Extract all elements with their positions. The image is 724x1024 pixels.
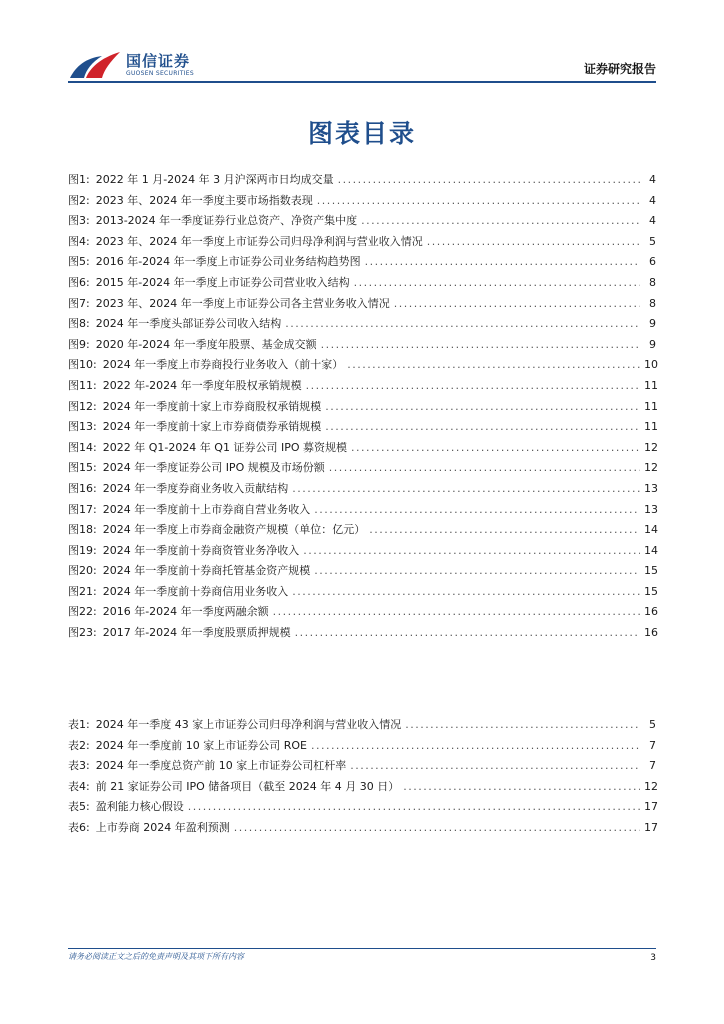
figure-entry-title: 2022 年-2024 年一季度年股权承销规模: [102, 378, 302, 392]
figure-entry-page: 8: [649, 296, 656, 310]
figure-entry-leader-dots: [361, 211, 640, 232]
figure-entry-title: 2017 年-2024 年一季度股票质押规模: [102, 626, 291, 640]
page-number: 3: [650, 953, 656, 963]
table-entry-page: 17: [644, 820, 658, 834]
table-entry-title: 2024 年一季度前 10 家上市证券公司 ROE: [95, 738, 307, 752]
figure-entry-label: 图9:: [68, 337, 90, 351]
table-entry-page: 12: [644, 779, 658, 793]
figure-entry-title: 2024 年一季度前十家上市券商股权承销规模: [102, 399, 322, 413]
figure-entry-leader-dots: [325, 397, 640, 418]
figure-entry-label: 图22:: [68, 605, 97, 619]
figure-entry-label: 图23:: [68, 626, 97, 640]
figure-entry-leader-dots: [347, 355, 640, 376]
figure-entry[interactable]: [68, 376, 656, 397]
table-entry[interactable]: [68, 818, 656, 839]
figure-entry-title: 2024 年一季度券商业务收入贡献结构: [102, 481, 289, 495]
figure-entry[interactable]: [68, 623, 656, 644]
figure-entry-leader-dots: [314, 561, 640, 582]
table-entry[interactable]: [68, 777, 656, 798]
figure-entry-label: 图3:: [68, 214, 90, 228]
table-entry-leader-dots: [350, 756, 640, 777]
figure-entry-label: 图20:: [68, 564, 97, 578]
figure-entry-title: 2024 年一季度前十券商信用业务收入: [102, 584, 289, 598]
figure-entry-page: 12: [644, 461, 658, 475]
figure-entry-page: 9: [649, 337, 656, 351]
figure-entry-label: 图1:: [68, 173, 90, 186]
figure-entry-page: 4: [649, 193, 656, 207]
figure-entry-leader-dots: [325, 417, 640, 438]
figure-entry-leader-dots: [292, 582, 640, 603]
table-entry-page: 7: [649, 738, 656, 752]
figure-entry[interactable]: [68, 397, 656, 418]
table-entry-leader-dots: [234, 818, 640, 839]
brand-name-cn: 国信证券: [126, 51, 191, 70]
figure-entry-page: 14: [644, 523, 658, 537]
figure-entry-title: 2022 年 Q1-2024 年 Q1 证券公司 IPO 募资规模: [102, 440, 347, 454]
figure-entry[interactable]: [68, 170, 656, 191]
table-entry-label: 表3:: [68, 759, 90, 773]
table-list: [68, 715, 656, 839]
table-entry-label: 表6:: [68, 820, 90, 834]
figure-entry-page: 16: [644, 605, 658, 619]
figure-entry[interactable]: [68, 500, 656, 521]
figure-entry-title: 2024 年一季度前十家上市券商债券承销规模: [102, 420, 322, 434]
figure-entry[interactable]: [68, 191, 656, 212]
table-entry-leader-dots: [403, 777, 640, 798]
figure-entry-label: 图11:: [68, 378, 97, 392]
table-entry-title: 2024 年一季度 43 家上市证券公司归母净利润与营业收入情况: [95, 718, 402, 731]
figure-entry-title: 2024 年一季度上市券商金融资产规模（单位：亿元）: [102, 523, 366, 537]
table-entry-label: 表1:: [68, 718, 90, 731]
figure-entry[interactable]: [68, 232, 656, 253]
figure-entry-label: 图5:: [68, 255, 90, 269]
figure-entry-title: 2023 年、2024 年一季度主要市场指数表现: [95, 193, 313, 207]
figure-entry-title: 2023 年、2024 年一季度上市证券公司各主营业务收入情况: [95, 296, 390, 310]
figure-entry-label: 图10:: [68, 358, 97, 372]
figure-entry[interactable]: [68, 458, 656, 479]
figure-entry[interactable]: [68, 520, 656, 541]
disclaimer: 请务必阅读正文之后的免责声明及其项下所有内容: [68, 952, 244, 961]
figure-entry-page: 5: [649, 234, 656, 248]
table-entry-label: 表2:: [68, 738, 90, 752]
figure-entry-leader-dots: [295, 623, 640, 644]
figure-entry-label: 图16:: [68, 481, 97, 495]
figure-entry-label: 图8:: [68, 317, 90, 331]
figure-entry-leader-dots: [365, 252, 640, 273]
figure-entry-leader-dots: [369, 520, 640, 541]
figure-entry[interactable]: [68, 314, 656, 335]
table-entry-leader-dots: [188, 797, 640, 818]
figure-entry-leader-dots: [354, 273, 640, 294]
figure-entry-title: 2015 年-2024 年一季度上市证券公司营业收入结构: [95, 275, 350, 289]
figure-entry-leader-dots: [292, 479, 640, 500]
table-entry-label: 表5:: [68, 800, 90, 814]
figure-entry-leader-dots: [321, 335, 640, 356]
table-entry-page: 7: [649, 759, 656, 773]
figure-entry-leader-dots: [338, 170, 640, 191]
table-entry-label: 表4:: [68, 779, 90, 793]
figure-entry[interactable]: [68, 602, 656, 623]
table-entry-title: 上市券商 2024 年盈利预测: [95, 820, 230, 834]
table-entry-leader-dots: [311, 736, 640, 757]
figure-entry-page: 11: [644, 420, 658, 434]
figure-entry-label: 图14:: [68, 440, 97, 454]
figure-entry-title: 2024 年一季度头部证券公司收入结构: [95, 317, 282, 331]
logo-text: [126, 53, 194, 78]
table-entry-title: 2024 年一季度总资产前 10 家上市证券公司杠杆率: [95, 759, 347, 773]
figure-entry[interactable]: [68, 561, 656, 582]
table-entry-page: 17: [644, 800, 658, 814]
figure-entry-page: 15: [644, 584, 658, 598]
table-entry-leader-dots: [405, 715, 640, 736]
figure-entry-page: 13: [644, 481, 658, 495]
figure-entry-title: 2024 年一季度前十券商资管业务净收入: [102, 543, 300, 557]
figure-entry-page: 11: [644, 399, 658, 413]
figure-entry-page: 15: [644, 564, 658, 578]
table-entry[interactable]: [68, 797, 656, 818]
figure-entry-page: 4: [649, 173, 656, 186]
figure-entry-label: 图17:: [68, 502, 97, 516]
table-entry[interactable]: [68, 736, 656, 757]
figure-entry-title: 2016 年-2024 年一季度上市证券公司业务结构趋势图: [95, 255, 361, 269]
figure-entry-label: 图2:: [68, 193, 90, 207]
table-entry-title: 前 21 家证券公司 IPO 储备项目（截至 2024 年 4 月 30 日）: [95, 779, 400, 793]
figure-entry-label: 图15:: [68, 461, 97, 475]
figure-entry-leader-dots: [394, 294, 640, 315]
figure-entry[interactable]: [68, 294, 656, 315]
figure-list: [68, 170, 656, 644]
figure-entry[interactable]: [68, 479, 656, 500]
figure-entry-page: 13: [644, 502, 658, 516]
page-header: [68, 48, 656, 84]
table-entry-page: 5: [649, 718, 656, 731]
figure-entry-page: 10: [644, 358, 658, 372]
figure-entry-leader-dots: [329, 458, 640, 479]
figure-entry-label: 图12:: [68, 399, 97, 413]
figure-entry-leader-dots: [303, 541, 640, 562]
table-entry[interactable]: [68, 715, 656, 736]
brand-name-en: GUOSEN SECURITIES: [126, 69, 195, 77]
figure-entry-label: 图13:: [68, 420, 97, 434]
figure-entry-page: 4: [649, 214, 656, 228]
figure-entry-leader-dots: [351, 438, 640, 459]
figure-entry-title: 2024 年一季度前十券商托管基金资产规模: [102, 564, 311, 578]
figure-entry-label: 图21:: [68, 584, 97, 598]
figure-entry[interactable]: [68, 417, 656, 438]
figure-entry-leader-dots: [285, 314, 640, 335]
figure-entry-title: 2023 年、2024 年一季度上市证券公司归母净利润与营业收入情况: [95, 234, 423, 248]
table-entry[interactable]: [68, 756, 656, 777]
table-entry-title: 盈利能力核心假设: [95, 800, 184, 814]
figure-entry-label: 图4:: [68, 234, 90, 248]
figure-entry[interactable]: [68, 252, 656, 273]
figure-entry-title: 2024 年一季度前十上市券商自营业务收入: [102, 502, 311, 516]
footer-divider: [68, 948, 656, 949]
figure-entry-label: 图6:: [68, 275, 90, 289]
figure-entry[interactable]: [68, 211, 656, 232]
figure-entry[interactable]: [68, 438, 656, 459]
figure-entry-leader-dots: [314, 500, 640, 521]
guosen-logo: [68, 50, 194, 80]
figure-entry[interactable]: [68, 355, 656, 376]
figure-entry[interactable]: [68, 273, 656, 294]
figure-entry-label: 图7:: [68, 296, 90, 310]
figure-entry-page: 14: [644, 543, 658, 557]
figure-entry-title: 2013-2024 年一季度证券行业总资产、净资产集中度: [95, 214, 358, 228]
report-type: 证券研究报告: [583, 62, 656, 76]
figure-entry-title: 2024 年一季度上市券商投行业务收入（前十家）: [102, 358, 344, 372]
figure-entry-leader-dots: [306, 376, 640, 397]
figure-entry-title: 2020 年-2024 年一季度年股票、基金成交额: [95, 337, 317, 351]
figure-entry-leader-dots: [317, 191, 640, 212]
page-title: 图表目录: [307, 119, 416, 148]
header-divider: [68, 81, 656, 83]
figure-entry[interactable]: [68, 541, 656, 562]
figure-entry-title: 2016 年-2024 年一季度两融余额: [102, 605, 269, 619]
figure-entry-page: 12: [644, 440, 658, 454]
figure-entry-label: 图19:: [68, 543, 97, 557]
figure-entry-page: 8: [649, 275, 656, 289]
figure-entry[interactable]: [68, 335, 656, 356]
figure-entry-page: 16: [644, 626, 658, 640]
figure-entry-title: 2022 年 1 月-2024 年 3 月沪深两市日均成交量: [95, 173, 334, 186]
figure-entry-leader-dots: [273, 602, 640, 623]
figure-entry[interactable]: [68, 582, 656, 603]
figure-entry-label: 图18:: [68, 523, 97, 537]
figure-entry-page: 6: [649, 255, 656, 269]
figure-entry-page: 9: [649, 317, 656, 331]
figure-entry-leader-dots: [427, 232, 640, 253]
figure-entry-page: 11: [644, 378, 658, 392]
figure-entry-title: 2024 年一季度证券公司 IPO 规模及市场份额: [102, 461, 325, 475]
guosen-logo-icon: [68, 50, 122, 80]
